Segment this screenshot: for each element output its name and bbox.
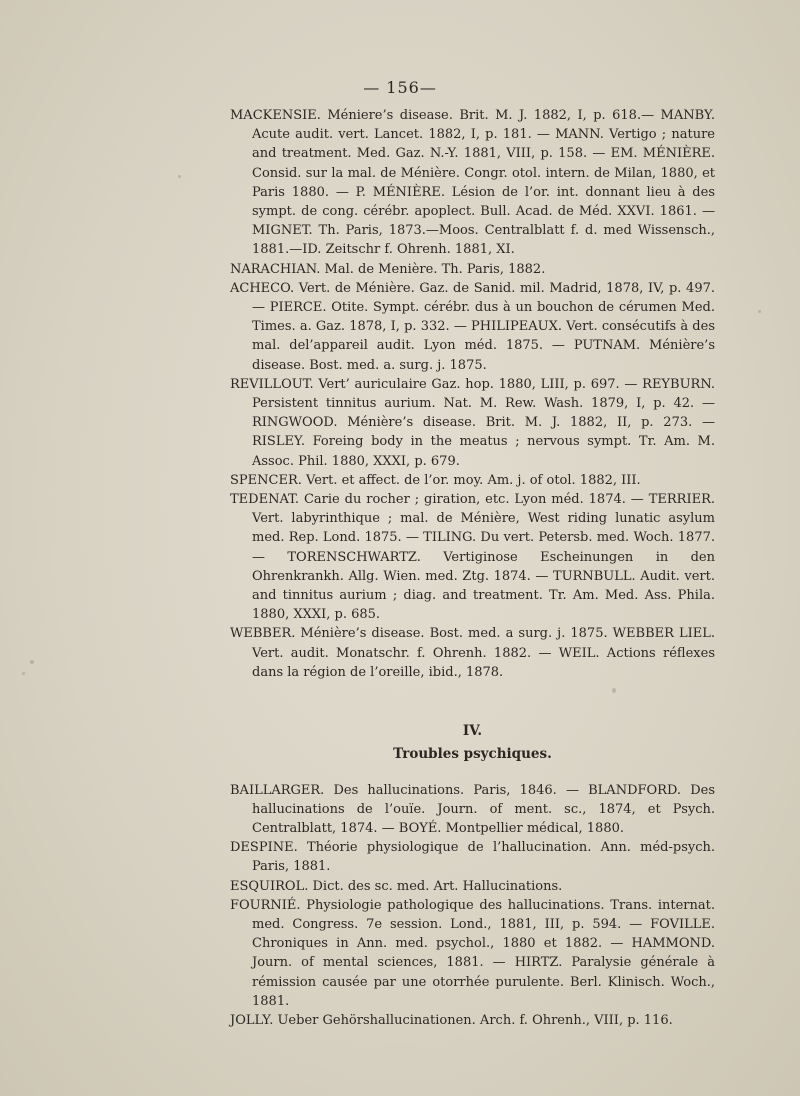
ref-entry: FOURNIÉ. Physiologie pathologique des hallucinations. Trans. internat. med. Congress. 7e session. Lond., 1881, III, p. 594. — FOVILLE. Chroniques in Ann. med. psychol., 1880 et 1882. — HAMMOND. Journ. of mental sciences, 1881. — HIRTZ. Paralysie générale à rémission causée par une otorrhée purulente. Berl. Klinisch. Woch., 1881. <box>230 897 715 1009</box>
bibliography <box>230 106 715 1030</box>
ref-entry: ESQUIROL. Dict. des sc. med. Art. Hallucinations. <box>230 878 563 894</box>
ref-entry: MACKENSIE. Méniere’s disease. Brit. M. J. 1882, I, p. 618.— MANBY. Acute audit. vert. Lancet. 1882, I, p. 181. — MANN. Vertigo ; nature and treatment. Med. Gaz. N.-Y. 1881, VIII, p. 158. — EM. MÉNIÈRE. Consid. sur la mal. de Ménière. Congr. otol. intern. de Milan, 1880, et Paris 1880. — P. MÉNIÈRE. Lésion de l’or. int. donnant lieu à des sympt. de cong. cérébr. apoplect. Bull. Acad. de Méd. XXVI. 1861. — MIGNET. Th. Paris, 1873.—Moos. Centralblatt f. d. med Wissensch., 1881.—ID. Zeitschr f. Ohrenh. 1881, XI. <box>230 108 715 258</box>
section-number: IV. <box>462 723 483 740</box>
ref-entry: DESPINE. Théorie physiologique de l’hallucination. Ann. méd-psych. Paris, 1881. <box>230 840 715 875</box>
ref-entry: JOLLY. Ueber Gehörshallucinationen. Arch. f. Ohrenh., VIII, p. 116. <box>230 1012 673 1028</box>
ref-entry: REVILLOUT. Vert’ auriculaire Gaz. hop. 1880, LIII, p. 697. — REYBURN. Persistent tinnitus aurium. Nat. M. Rew. Wash. 1879, I, p. 42. — RINGWOOD. Ménière’s disease. Brit. M. J. 1882, II, p. 273. — RISLEY. Foreing body in the meatus ; nervous sympt. Tr. Am. M. Assoc. Phil. 1880, XXXI, p. 679. <box>230 376 715 469</box>
ref-entry: NARACHIAN. Mal. de Menière. Th. Paris, 1882. <box>230 261 546 277</box>
ref-entry: WEBBER. Ménière’s disease. Bost. med. a surg. j. 1875. WEBBER LIEL. Vert. audit. Monatschr. f. Ohrenh. 1882. — WEIL. Actions réflexes dans la région de l’oreille, ibid., 1878. <box>230 626 715 680</box>
page-number: — 156— <box>363 78 437 97</box>
ref-entry: BAILLARGER. Des hallucinations. Paris, 1846. — BLANDFORD. Des hallucinations de l’ouïe. Journ. of ment. sc., 1874, et Psych. Centralblatt, 1874. — BOYÉ. Montpellier médical, 1880. <box>230 782 715 836</box>
paper-speck <box>22 672 25 675</box>
ref-entry: ACHECO. Vert. de Ménière. Gaz. de Sanid. mil. Madrid, 1878, IV, p. 497. — PIERCE. Otite. Sympt. cérébr. dus à un bouchon de cérumen Med. Times. a. Gaz. 1878, I, p. 332. — PHILIPEAUX. Vert. consécutifs à des mal. del’appareil audit. Lyon méd. 1875. — PUTNAM. Ménière’s disease. Bost. med. a. surg. j. 1875. <box>230 280 715 373</box>
paper-speck <box>178 175 181 178</box>
ref-entry: SPENCER. Vert. et affect. de l’or. moy. Am. j. of otol. 1882, III. <box>230 472 641 488</box>
paper-speck <box>758 310 761 313</box>
paper-speck <box>30 660 34 664</box>
ref-entry: TEDENAT. Carie du rocher ; giration, etc. Lyon méd. 1874. — TERRIER. Vert. labyrinthique ; mal. de Ménière, West riding lunatic asylum med. Rep. Lond. 1875. — TILING. Du vert. Petersb. med. Woch. 1877. — TORENSCHWARTZ. Vertiginose Escheinungen in den Ohrenkrankh. Allg. Wien. med. Ztg. 1874. — TURNBULL. Audit. vert. and tinnitus aurium ; diag. and treatment. Tr. Am. Med. Ass. Phila. 1880, XXXI, p. 685. <box>230 492 715 623</box>
section-title: Troubles psychiques. <box>393 746 552 763</box>
